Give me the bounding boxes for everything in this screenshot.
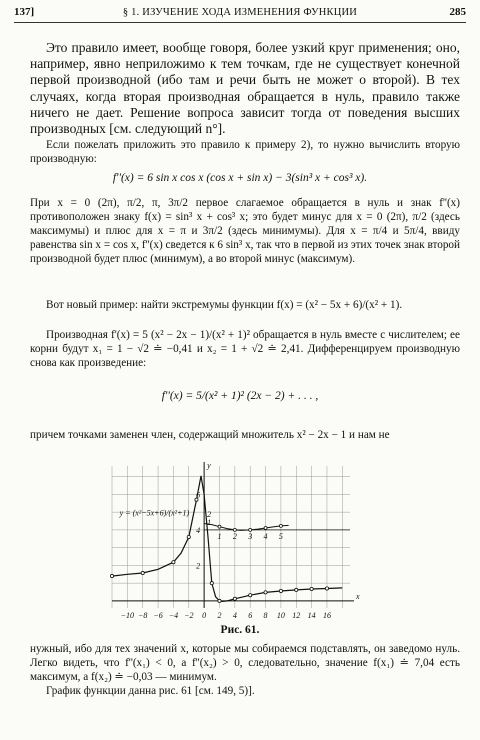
inset-x-tick-label: 4 [263,531,268,541]
curve-point [295,588,298,591]
equation-product: f''(x) = 5/(x² + 1)² (2x − 2) + . . . , [161,390,319,402]
x-tick-label: 14 [307,611,316,620]
x-tick-label: 6 [248,611,253,620]
x-tick-label: 2 [217,611,222,620]
curve-point [264,591,267,594]
figure-61 [100,458,360,630]
x-tick-label: 8 [263,611,268,620]
curve-point [172,561,175,564]
curve-point [218,599,221,602]
curve-point [249,594,252,597]
x-tick-label: 10 [276,611,285,620]
paragraph-example: Вот новый пример: найти экстремумы функции f(x) = (x² − 5x + 6)/(x² + 1). [46,299,403,311]
paragraph-after: нужный, ибо для тех значений x, которые мы собираемся подставлять, он заведомо нуль. Легко видеть, что f''(x₁) < 0, а f''(x₂) > 0, следовательно, значение f(x₁) ≐ 7,04 есть максимум, а f(x₂) ≐ −0,03 — минимум. [30,643,460,683]
paragraph-replace: причем точками заменен член, содержащий множитель x² − 2x − 1 и нам не [30,429,390,441]
curve-point [325,587,328,590]
paragraph-analysis: При x = 0 (2π), π/2, π, 3π/2 первое слагаемое обращается в нуль и знак f''(x) противоположен знаку f(x) = sin³ x + cos³ x; это будет минус для x = 0 (2π), π/2 (здесь максимумы) и плюс для x = π и 3π/2 (здесь минимумы). Для x = π/4 и 5π/4, ввиду равенства sin x = cos x, f''(x) сведется к 6 sin³ x, так что в первой из этих точек знак второй производной будет плюс (минимум), а во второй минус (максимум). [30,197,460,265]
inset-x-tick-label: 5 [278,531,283,541]
paragraph-rule-scope: Это правило имеет, вообще говоря, более узкий круг применения; оно, например, явно неприложимо к тем точкам, где не существует конечной первой производной (ибо там и речи быть не может о второй). В тех случаях, когда вторая производная обращается в нуль, правило также ничего не дает. Решение вопроса зависит тогда от поведения высших производных [см. следующий n°]. [30,40,460,137]
paragraph-conclusion [30,642,460,698]
paragraph-apply: Если пожелать приложить это правило к примеру 2), то нужно вычислить вторую производную: [30,139,460,165]
curve-point [210,582,213,585]
inset-y-tick-label: 2 [207,509,212,519]
y-tick-label: 4 [196,525,201,535]
curve-point [187,535,190,538]
figure-caption: Рис. 61. [220,624,260,636]
function-label: y = (x²−5x+6)/(x²+1) [119,508,190,518]
inset-x-tick-label: 3 [248,531,253,541]
curve-point [233,597,236,600]
x-tick-label: −4 [168,611,179,620]
curve-point [310,587,313,590]
section-title: § 1. ИЗУЧЕНИЕ ХОДА ИЗМЕНЕНИЯ ФУНКЦИИ [122,7,358,18]
y-axis-label: y [207,461,211,470]
x-tick-label: 16 [322,611,331,620]
curve-point [110,574,113,577]
inset-y-tick-label: 1 [207,517,212,527]
x-tick-label: −8 [138,611,148,620]
inset-point [279,524,282,527]
y-tick-label: 2 [196,561,201,571]
inset-point [218,525,221,528]
x-tick-label: 4 [232,611,237,620]
inset-x-tick-label: 1 [217,531,222,541]
inset-x-tick-label: 2 [232,531,237,541]
page-number-left: 137] [14,6,35,18]
equation-second-derivative: f''(x) = 6 sin x cos x (cos x + sin x) − 3(sin³ x + cos³ x). [112,172,368,184]
curve-point [141,571,144,574]
curve-point [279,589,282,592]
header-rule [14,22,466,23]
x-tick-label: 0 [202,611,207,620]
inset-point [264,526,267,529]
x-tick-label: −10 [120,611,135,620]
page-number: 285 [449,6,466,18]
paragraph-derivative: Производная f'(x) = 5 (x² − 2x − 1)/(x² + 1)² обращается в нуль вместе с числителем; ее корни будут x₁ = 1 − √2 ≐ −0,41 и x₂ = 1 + √2 ≐ 2,41. Дифференцируем производную снова как произведение: [30,329,460,369]
inset-curve [204,524,289,531]
x-tick-label: −6 [153,611,163,620]
y-tick-label: 6 [196,490,201,500]
x-axis-label: x [356,591,360,601]
function-graph [100,458,360,630]
paragraph-graph-ref: График функции данна рис. 61 [см. 149, 5)]. [46,685,255,697]
function-curve [112,476,342,602]
x-tick-label: −2 [184,611,194,620]
x-tick-label: 12 [292,611,301,620]
